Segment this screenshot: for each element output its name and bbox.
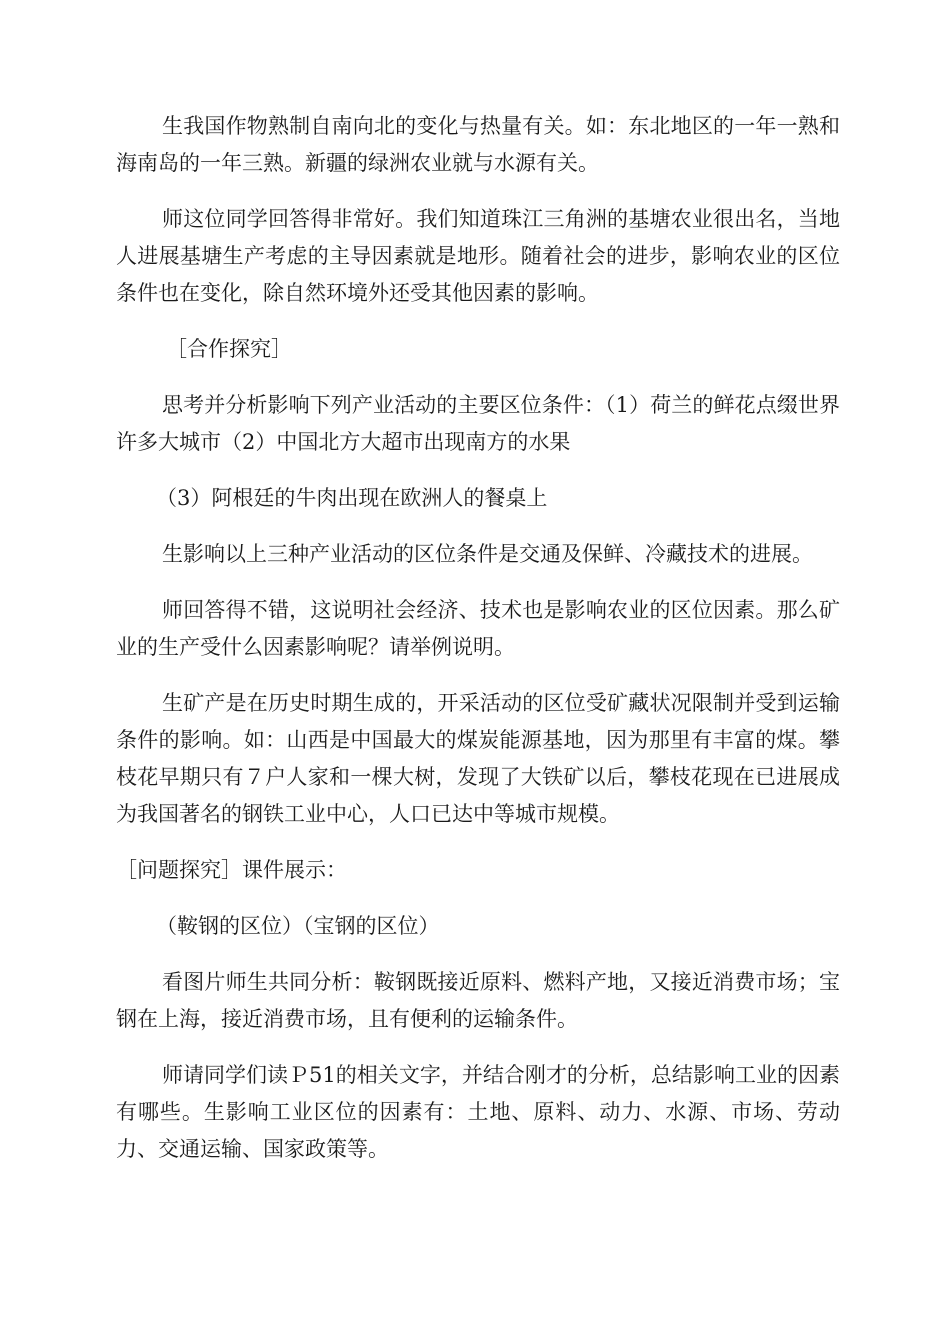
paragraph-teacher-question-mining: 师回答得不错，这说明社会经济、技术也是影响农业的区位因素。那么矿业的生产受什么因素影响呢？请举例说明。 [116,598,840,659]
paragraph-student-answer-mining: 生矿产是在历史时期生成的，开采活动的区位受矿藏状况限制并受到运输条件的影响。如：山西是中国最大的煤炭能源基地，因为那里有丰富的煤。攀枝花早期只有７户人家和一棵大树，发现了大铁矿以后，攀枝花现在已进展成为我国著名的钢铁工业中心，人口已达中等城市规模。 [116,691,840,826]
paragraph-student-answer-crops: 生我国作物熟制自南向北的变化与热量有关。如：东北地区的一年一熟和海南岛的一年三熟。新疆的绿洲农业就与水源有关。 [116,114,840,175]
section-heading-problem: ［问题探究］课件展示： [116,858,347,882]
paragraph-item-argentina: （3）阿根廷的牛肉出现在欧洲人的餐桌上 [156,486,548,510]
section-heading-cooperation: ［合作探究］ [166,337,292,361]
paragraph-student-answer-transport: 生影响以上三种产业活动的区位条件是交通及保鲜、冷藏技术的进展。 [162,542,813,566]
paragraph-think-analyze: 思考并分析影响下列产业活动的主要区位条件：（1）荷兰的鲜花点缀世界许多大城市（2）中国北方大超市出现南方的水果 [116,393,840,454]
paragraph-steel-analysis: 看图片师生共同分析：鞍钢既接近原料、燃料产地，又接近消费市场；宝钢在上海，接近消费市场，且有便利的运输条件。 [116,970,840,1031]
paragraph-industry-factors: 师请同学们读Ｐ51的相关文字，并结合刚才的分析，总结影响工业的因素有哪些。生影响工业区位的因素有：土地、原料、动力、水源、市场、劳动力、交通运输、国家政策等。 [116,1063,840,1161]
document-page [116,108,840,1187]
paragraph-slide-captions: （鞍钢的区位）（宝钢的区位） [156,914,440,938]
paragraph-teacher-feedback-basin: 师这位同学回答得非常好。我们知道珠江三角洲的基塘农业很出名，当地人进展基塘生产考虑的主导因素就是地形。随着社会的进步，影响农业的区位条件也在变化，除自然环境外还受其他因素的影响。 [116,207,840,305]
